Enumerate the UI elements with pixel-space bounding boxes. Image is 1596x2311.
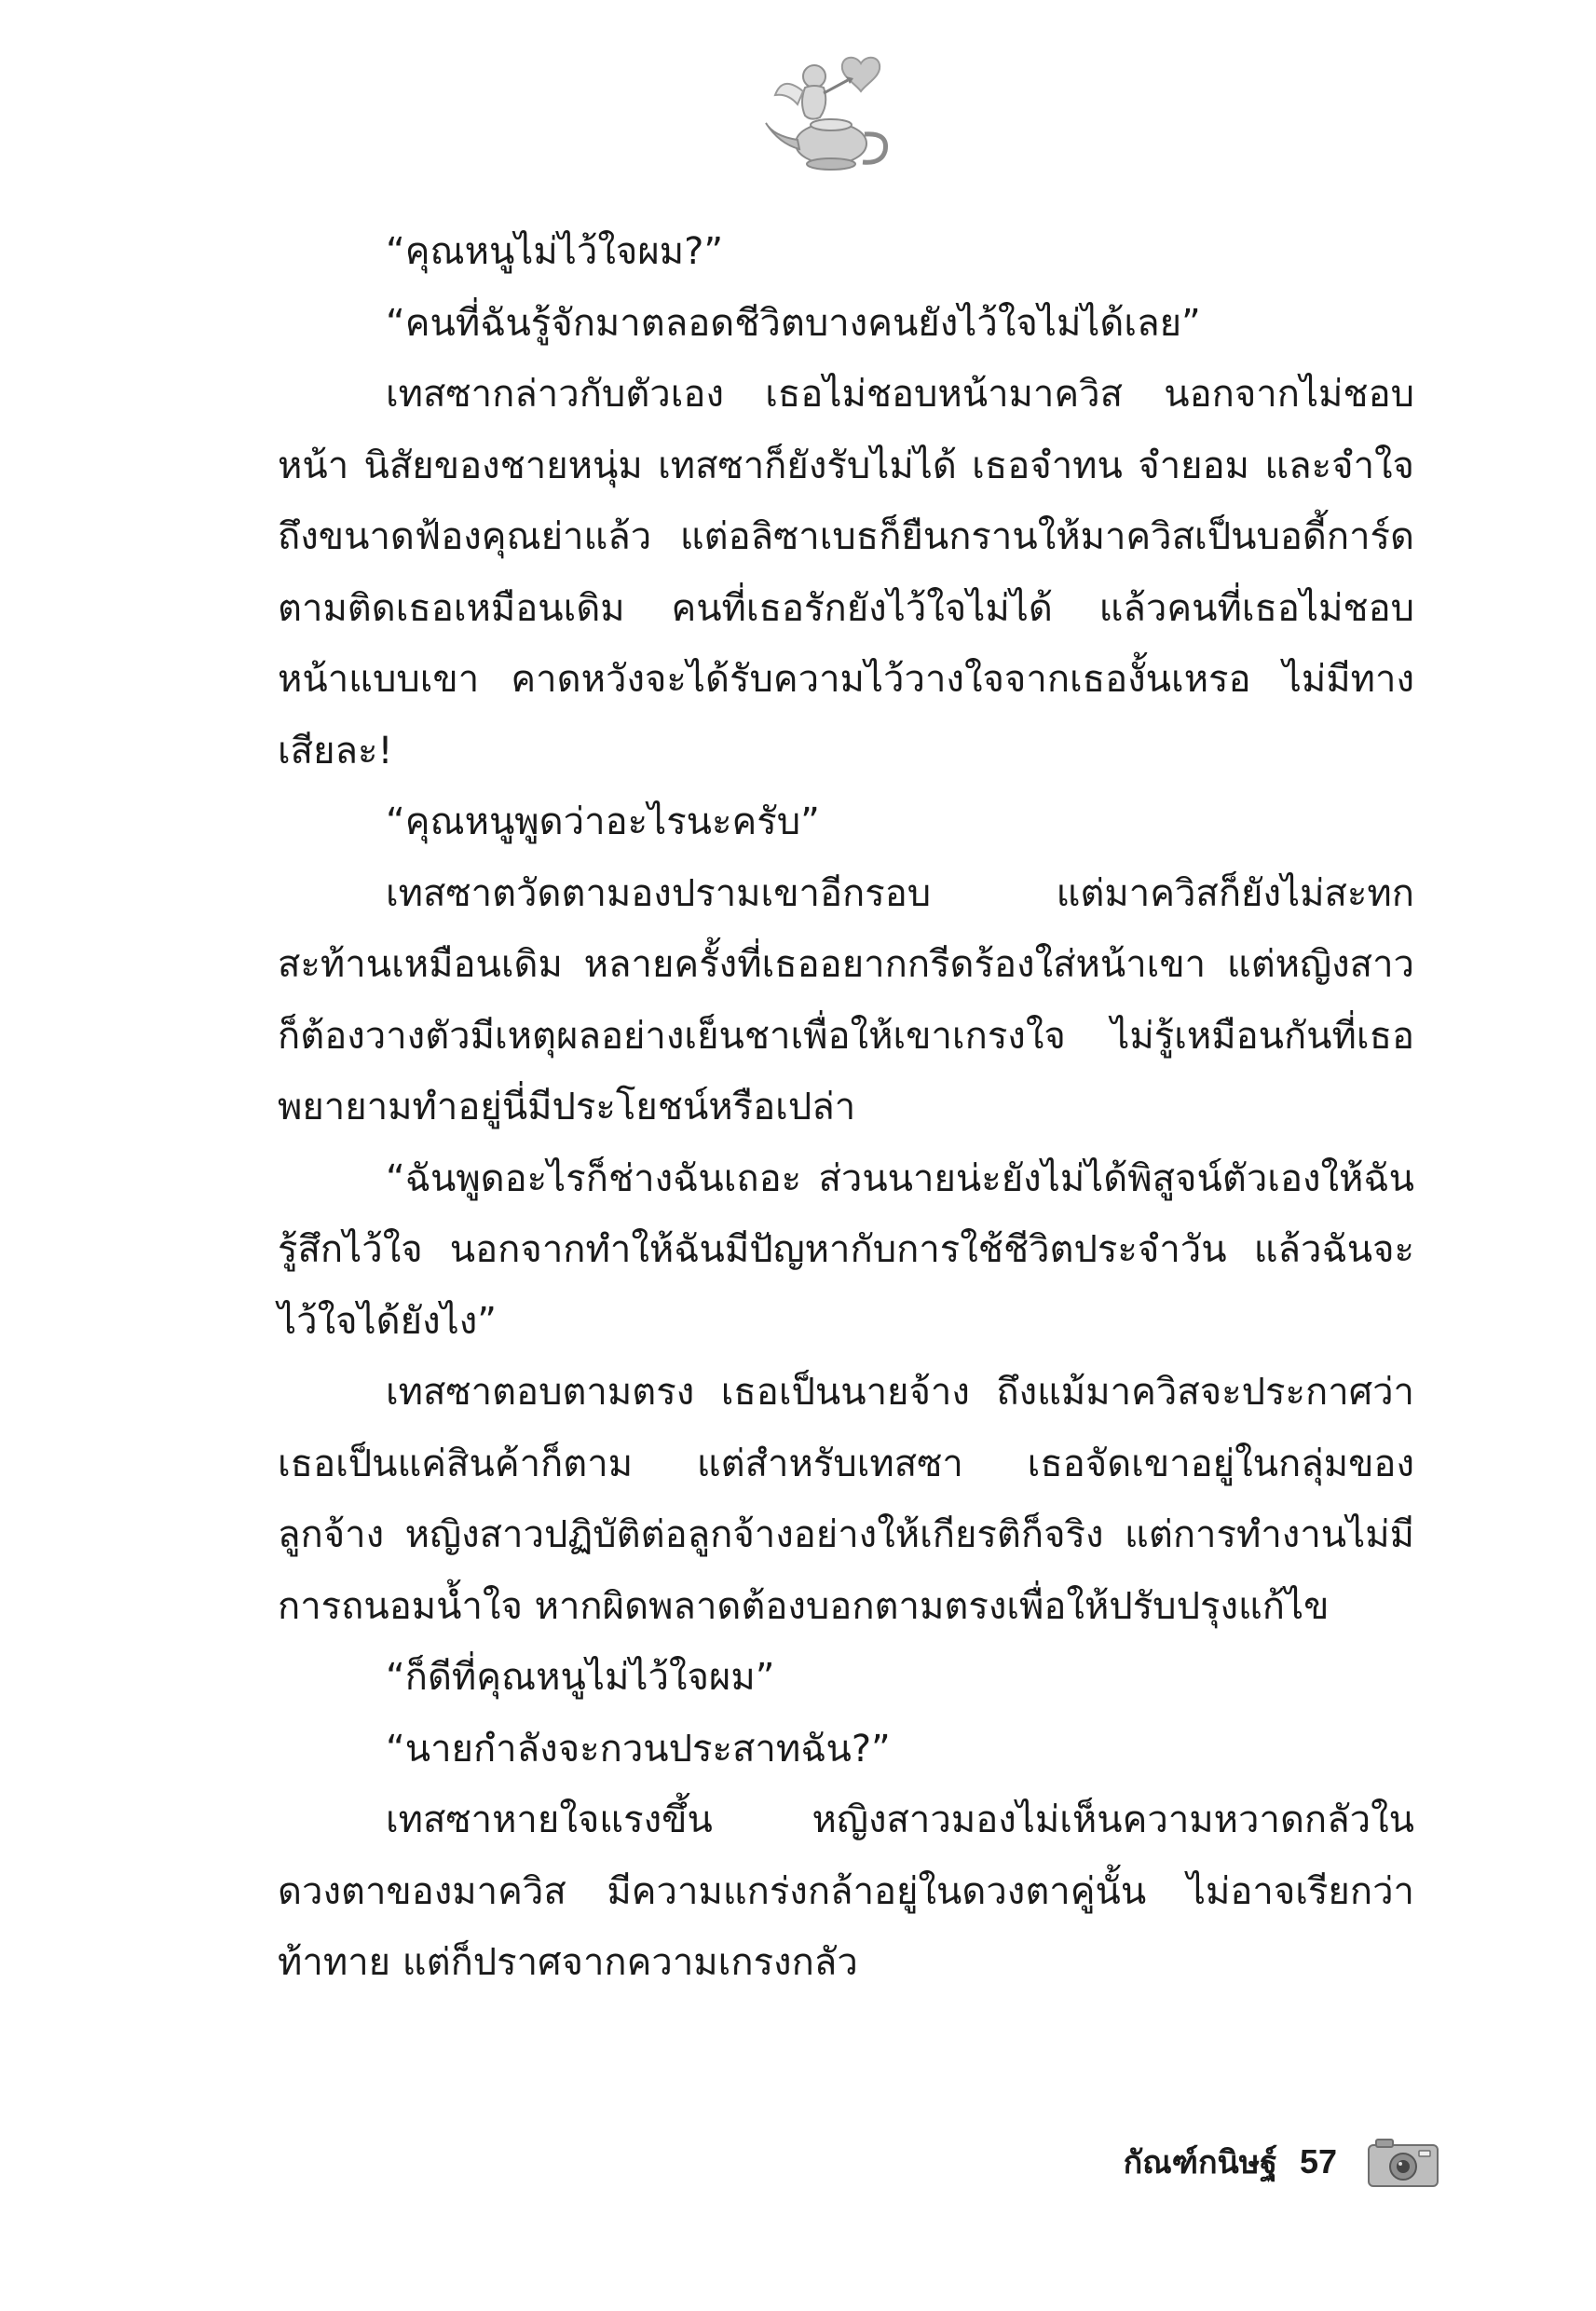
paragraph: เทสซากล่าวกับตัวเอง เธอไม่ชอบหน้ามาควิส นอกจากไม่ชอบหน้า นิสัยของชายหนุ่ม เทสซาก็ยังรับไม่ได้ เธอจำทน จำยอม และจำใจ ถึงขนาดฟ้องคุณย่าแล้ว แต่อลิซาเบธก็ยืนกรานให้มาควิสเป็นบอดี้การ์ดตามติดเธอเหมือนเดิม คนที่เธอรักยังไว้ใจไม่ได้ แล้วคนที่เธอไม่ชอบหน้าแบบเขา คาดหวังจะได้รับความไว้วางใจจากเธองั้นเหรอ ไม่มีทางเสียละ! (278, 373, 1414, 773)
paragraph: เทสซาตวัดตามองปรามเขาอีกรอบ แต่มาควิสก็ยังไม่สะทกสะท้านเหมือนเดิม หลายครั้งที่เธออยากกรีดร้องใส่หน้าเขา แต่หญิงสาวก็ต้องวางตัวมีเหตุผลอย่างเย็นชาเพื่อให้เขาเกรงใจ ไม่รู้เหมือนกันที่เธอพยายามทำอยู่นี่มีประโยชน์หรือเปล่า (278, 871, 1414, 1128)
camera-icon (1367, 2136, 1439, 2188)
paragraph: “ก็ดีที่คุณหนูไม่ไว้ใจผม” (386, 1656, 775, 1699)
paragraph: “ฉันพูดอะไรก็ช่างฉันเถอะ ส่วนนายน่ะยังไม่ได้พิสูจน์ตัวเองให้ฉันรู้สึกไว้ใจ นอกจากทำให้ฉันมีปัญหากับการใช้ชีวิตประจำวัน แล้วฉันจะไว้ใจได้ยังไง” (278, 1156, 1414, 1343)
page-footer (1124, 2129, 1439, 2195)
paragraph: เทสซาตอบตามตรง เธอเป็นนายจ้าง ถึงแม้มาควิสจะประกาศว่าเธอเป็นแค่สินค้าก็ตาม แต่สำหรับเทสซา เธอจัดเขาอยู่ในกลุ่มของลูกจ้าง หญิงสาวปฏิบัติต่อลูกจ้างอย่างให้เกียรติก็จริง แต่การทำงานไม่มีการถนอมน้ำใจ หากผิดพลาดต้องบอกตามตรงเพื่อให้ปรับปรุงแก้ไข (278, 1371, 1414, 1628)
footer-author: กัณฑ์กนิษฐ์ (1123, 2144, 1277, 2181)
paragraph: เทสซาหายใจแรงขึ้น หญิงสาวมองไม่เห็นความหวาดกลัวในดวงตาของมาควิส มีความแกร่งกล้าอยู่ในดวงตาคู่นั้น ไม่อาจเรียกว่าท้าทาย แต่ก็ปราศจากความเกรงกลัว (278, 1798, 1414, 1984)
paragraph: “คุณหนูไม่ไว้ใจผม?” (386, 230, 724, 273)
paragraph: “คนที่ฉันรู้จักมาตลอดชีวิตบางคนยังไว้ใจไม่ได้เลย” (386, 301, 1201, 345)
cupid-teapot-ornament-icon (757, 45, 906, 185)
paragraph: “คุณหนูพูดว่าอะไรนะครับ” (386, 800, 820, 843)
page-number: 57 (1299, 2142, 1337, 2181)
paragraph: “นายกำลังจะกวนประสาทฉัน?” (386, 1727, 891, 1771)
page-body (278, 216, 1414, 1999)
